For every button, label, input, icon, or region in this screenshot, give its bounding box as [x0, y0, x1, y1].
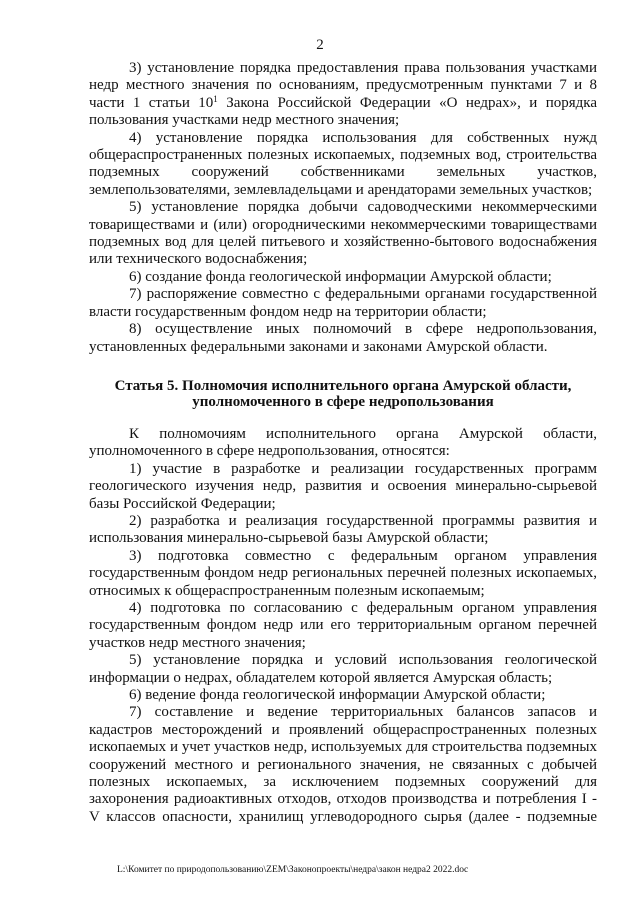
paragraph-power-4: 4) подготовка по согласованию с федеральным органом управления государственным фондом недр или его территориальным органом перечней участков недр местного значения; — [89, 599, 597, 651]
paragraph-power-5: 5) установление порядка и условий использования геологической информации о недрах, обладателем которой является Амурская область; — [89, 652, 597, 686]
document-body — [89, 60, 597, 826]
paragraph-power-7: 7) составление и ведение территориальных балансов запасов и кадастров месторождений и проявлений общераспространенных полезных ископаемых и учет участков недр, используемых для строительства подземных сооружений местного и регионального значения, не связанных с добычей полезных ископаемых, за исключением подземных сооружений для захоронения радиоактивных отходов, отходов производства и потребления I - V классов опасности, хранилищ углеводородного сырья (далее - подземные — [89, 704, 597, 825]
paragraph-text: 3) установление порядка предоставления права пользования участками недр местного значения по основаниям, предусмотренным пунктами 7 и 8 части 1 статьи 10 — [89, 60, 597, 111]
article-heading-line-1: Статья 5. Полномочия исполнительного органа Амурской области, — [114, 377, 572, 394]
page-number: 2 — [316, 37, 324, 53]
paragraph-power-1: 1) участие в разработке и реализации государственных программ геологического изучения недр, развития и освоения минерально-сырьевой базы Российской Федерации; — [89, 460, 597, 512]
paragraph-intro: К полномочиям исполнительного органа Амурской области, уполномоченного в сфере недропользования, относятся: — [89, 425, 597, 460]
article-heading — [89, 378, 597, 410]
paragraph-power-2: 2) разработка и реализация государственной программы развития и использования минерально-сырьевой базы Амурской области; — [89, 512, 597, 547]
paragraph-item-3 — [89, 60, 597, 130]
paragraph-item-5: 5) установление порядка добычи садоводческими некоммерческими товариществами и (или) огородническими некоммерческими товариществами подземных вод для целей питьевого и хозяйственно-бытового водоснабжения или технического водоснабжения; — [89, 199, 597, 268]
paragraph-text-tail: Закона Российской Федерации «О недрах», и порядка пользования участками недр местного значения; — [89, 94, 598, 129]
paragraph-power-6: 6) ведение фонда геологической информации Амурской области; — [129, 687, 546, 703]
superscript: 1 — [213, 93, 218, 104]
paragraph-item-6: 6) создание фонда геологической информации Амурской области; — [129, 268, 552, 285]
paragraph-item-8: 8) осуществление иных полномочий в сфере недропользования, установленных федеральными законами и законами Амурской области. — [89, 321, 597, 355]
file-path-footer: L:\Комитет по природопользованию\ZEM\Законопроекты\недра\закон недра2 2022.doc — [117, 865, 469, 875]
paragraph-power-3: 3) подготовка совместно с федеральным органом управления государственным фондом недр региональных перечней полезных ископаемых, относимых к общераспространенным полезным ископаемым; — [89, 547, 597, 599]
article-heading-line-2: уполномоченного в сфере недропользования — [192, 393, 494, 410]
paragraph-item-4: 4) установление порядка использования для собственных нужд общераспространенных полезных ископаемых, подземных вод, строительства подземных сооружений собственниками земельных участков, землепользователями, землевладельцами и арендаторами земельных участков; — [89, 129, 597, 198]
paragraph-item-7: 7) распоряжение совместно с федеральными органами государственной власти государственным фондом недр на территории области; — [89, 286, 597, 320]
